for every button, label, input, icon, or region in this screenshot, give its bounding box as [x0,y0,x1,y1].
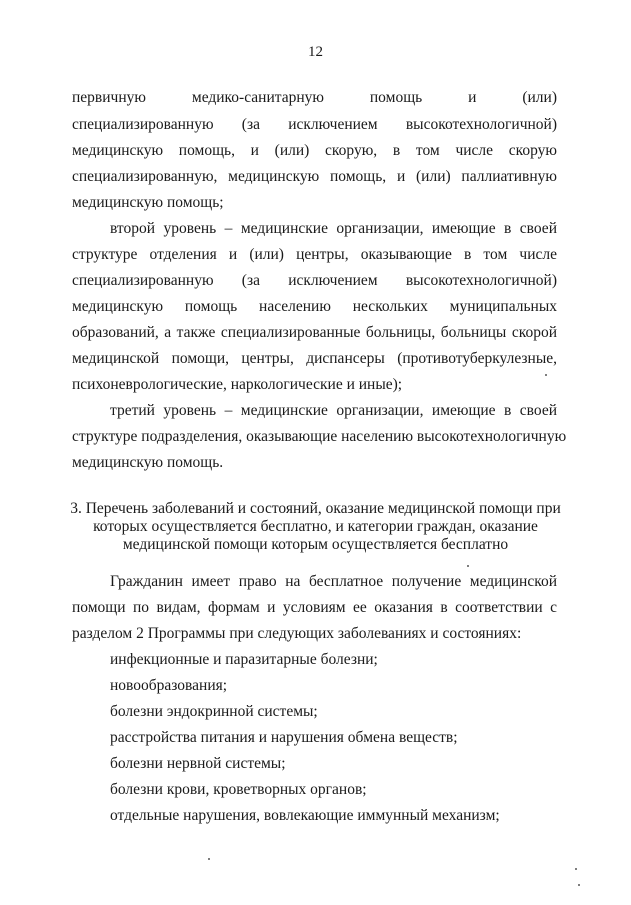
disease-list-item: инфекционные и паразитарные болезни; [110,651,378,668]
scan-speck [467,565,469,567]
para3-line-1: третий уровень – медицинские организации, имеющие в своей [110,402,557,419]
scan-speck [208,858,210,860]
section3-heading-line-2: которых осуществляется бесплатно, и категории граждан, оказание [93,518,538,535]
para1-line-1: первичную медико-санитарную помощь и (или) [72,89,557,106]
scan-speck [545,374,547,376]
disease-list-item: болезни крови, кроветворных органов; [110,781,367,798]
page-number: 12 [308,44,323,60]
scan-speck [578,884,580,886]
para1-line-2: специализированную (за исключением высокотехнологичной) [72,116,557,133]
para2-line-6: медицинской помощи, центры, диспансеры (противотуберкулезные, [72,350,557,367]
para3-line-3: медицинскую помощь. [72,454,224,471]
scan-speck [575,868,577,870]
disease-list-item: болезни эндокринной системы; [110,703,318,720]
para2-line-7: психоневрологические, наркологические и иные); [72,376,403,393]
para1-line-5: медицинскую помощь; [72,194,224,211]
disease-list-item: расстройства питания и нарушения обмена веществ; [110,729,458,746]
section3-heading-line-3: медицинской помощи которым осуществляется бесплатно [122,536,509,553]
disease-list-item: новообразования; [110,677,228,694]
section3-intro-line-1: Гражданин имеет право на бесплатное получение медицинской [110,573,557,590]
para1-line-4: специализированную, медицинскую помощь, и (или) паллиативную [72,168,557,185]
section3-intro-line-2: помощи по видам, формам и условиям ее оказания в соответствии с [72,599,557,616]
disease-list-item: болезни нервной системы; [110,755,286,772]
para2-line-4: медицинскую помощь населению нескольких муниципальных [72,298,557,315]
section3-heading-line-1: 3. Перечень заболеваний и состояний, оказание медицинской помощи при [70,500,561,517]
disease-list-item: отдельные нарушения, вовлекающие иммунный механизм; [110,807,500,824]
para2-line-1: второй уровень – медицинские организации, имеющие в своей [110,220,557,237]
para1-line-3: медицинскую помощь, и (или) скорую, в том числе скорую [72,142,557,159]
section3-intro-line-3: разделом 2 Программы при следующих заболеваниях и состояниях: [72,625,522,642]
para2-line-2: структуре отделения и (или) центры, оказывающие в том числе [72,246,557,263]
para2-line-5: образований, а также специализированные больницы, больницы скорой [72,324,557,341]
para2-line-3: специализированную (за исключением высокотехнологичной) [72,272,557,289]
para3-line-2: структуре подразделения, оказывающие населению высокотехнологичную [72,428,567,445]
